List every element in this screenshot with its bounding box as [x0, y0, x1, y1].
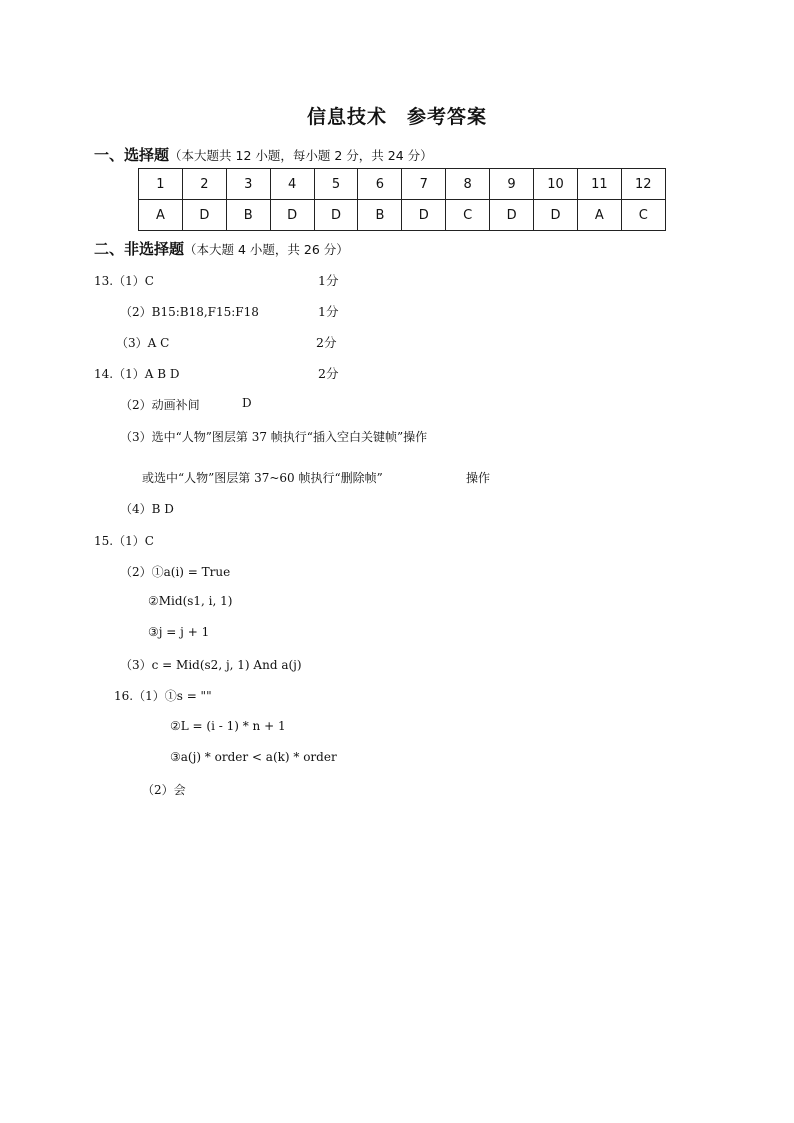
q15-part1: 15.（1）C [94, 534, 154, 548]
question-number: 4 [270, 169, 314, 200]
q14-part2: （2）动画补间 [120, 398, 200, 412]
q14-part3-alternative-tail: 操作 [466, 471, 491, 485]
answer-cell: D [270, 200, 314, 231]
q16-part1-blank1: 16.（1）①s = "" [114, 689, 212, 703]
q14-part4: （4）B D [120, 502, 174, 516]
q15-part2-blank3: ③j = j + 1 [148, 625, 210, 639]
answer-cell: D [490, 200, 534, 231]
section-nonchoice-title: 二、非选择题 [94, 240, 185, 258]
answer-cell: C [621, 200, 665, 231]
title-subject: 信息技术 [306, 106, 387, 128]
question-number: 1 [139, 169, 183, 200]
question-number: 5 [314, 169, 358, 200]
q14-part2-answer: D [242, 396, 252, 410]
answer-cell: A [139, 200, 183, 231]
answer-cell: B [226, 200, 270, 231]
question-number: 9 [490, 169, 534, 200]
question-number: 12 [621, 169, 665, 200]
q14-part1: 14.（1）A B D [94, 367, 180, 381]
section-nonchoice-note: （本大题 4 小题，共 26 分） [184, 242, 349, 257]
q13-part2: （2）B15:B18,F15:F18 [120, 305, 259, 319]
q13-part1: 13.（1）C [94, 274, 154, 288]
answer-cell: D [314, 200, 358, 231]
answer-table-numbers-row [139, 169, 666, 200]
question-number: 10 [534, 169, 578, 200]
section-choice-note: （本大题共 12 小题，每小题 2 分，共 24 分） [169, 148, 433, 163]
answer-cell: D [402, 200, 446, 231]
question-number: 3 [226, 169, 270, 200]
question-number: 2 [182, 169, 226, 200]
q13-part3: （3）A C [116, 336, 170, 350]
answer-cell: C [446, 200, 490, 231]
q13-part3-points: 2分 [316, 335, 337, 350]
answer-table-answers-row [139, 200, 666, 231]
question-number: 6 [358, 169, 402, 200]
section-choice-title: 一、选择题 [94, 146, 170, 164]
q14-part3-alternative: 或选中“人物”图层第 37~60 帧执行“删除帧” [142, 471, 383, 485]
answer-cell: D [182, 200, 226, 231]
q16-part1-blank3: ③a(j) * order < a(k) * order [170, 750, 337, 764]
title-answer-key: 参考答案 [407, 106, 488, 128]
q16-part2: （2）会 [142, 783, 186, 797]
question-number: 7 [402, 169, 446, 200]
q15-part3: （3）c = Mid(s2, j, 1) And a(j) [120, 658, 302, 672]
answer-cell: A [577, 200, 621, 231]
answer-table [138, 168, 666, 231]
answer-cell: B [358, 200, 402, 231]
q15-part2-blank1: （2）①a(i) = True [120, 565, 231, 579]
question-number: 11 [577, 169, 621, 200]
answer-cell: D [534, 200, 578, 231]
q13-part1-points: 1分 [318, 273, 339, 288]
q14-part3: （3）选中“人物”图层第 37 帧执行“插入空白关键帧”操作 [120, 430, 428, 444]
document-title [0, 102, 794, 129]
q16-part1-blank2: ②L = (i - 1) * n + 1 [170, 719, 286, 733]
q13-part2-points: 1分 [318, 304, 339, 319]
section-nonchoice-heading [94, 238, 349, 259]
section-choice-heading [94, 144, 433, 165]
q14-part1-points: 2分 [318, 366, 339, 381]
question-number: 8 [446, 169, 490, 200]
q15-part2-blank2: ②Mid(s1, i, 1) [148, 594, 233, 608]
